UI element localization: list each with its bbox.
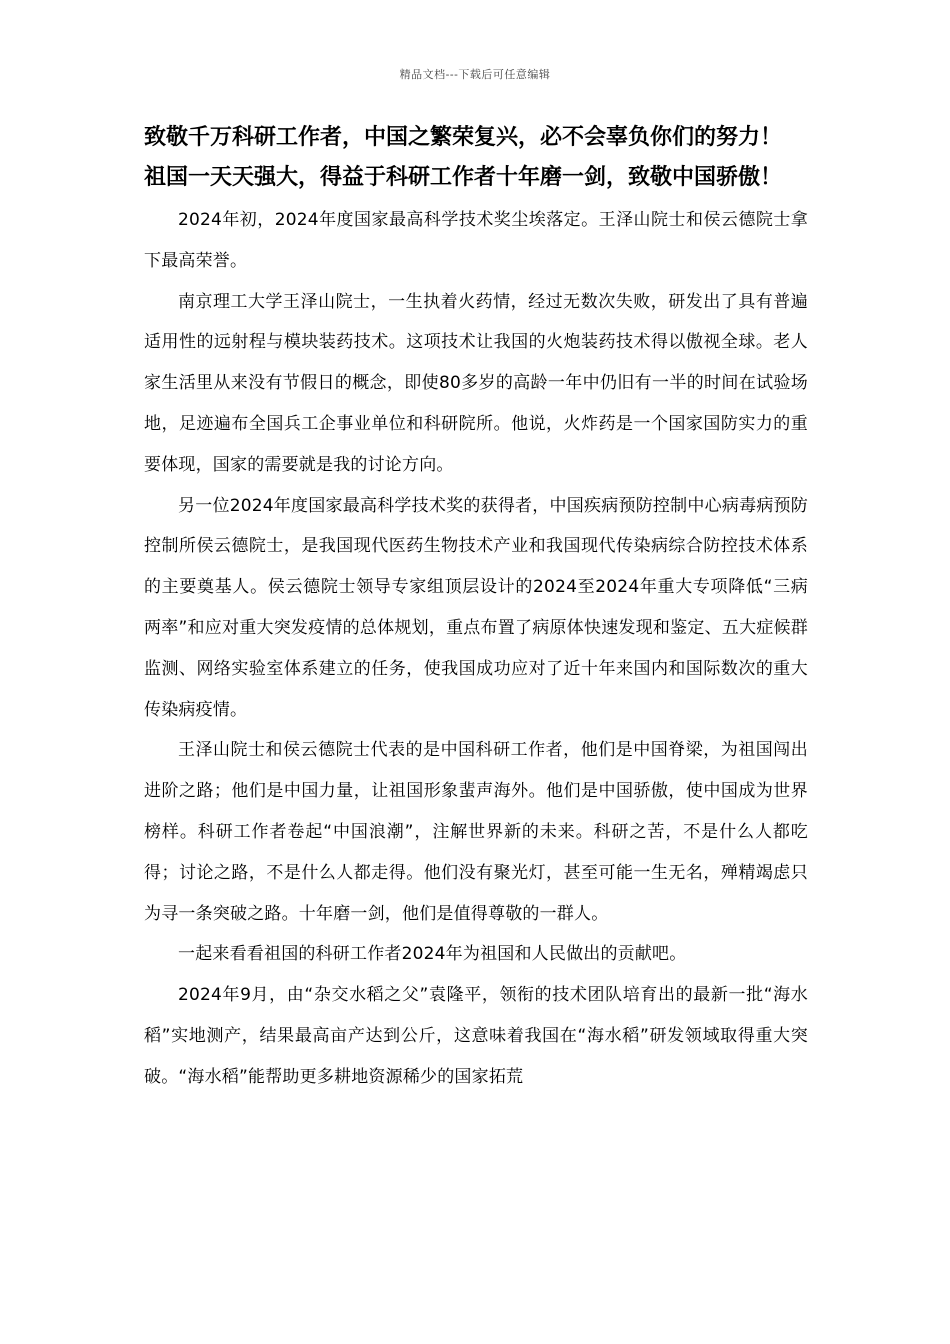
document-title-1: 致敬千万科研工作者，中国之繁荣复兴，必不会辜负你们的努力！ — [144, 125, 783, 150]
paragraph-2: 南京理工大学王泽山院士，一生执着火药情，经过无数次失败，研发出了具有普遍适用性的远射程与模块装药技术。这项技术让我国的火炮装药技术得以傲视全球。老人家生活里从来没有节假日的概念，即使80多岁的高龄一年中仍旧有一半的时间在试验场地，足迹遍布全国兵工企事业单位和科研院所。他说，火炸药是一个国家国防实力的重要体现，国家的需要就是我的讨论方向。 — [144, 291, 808, 475]
document-body — [144, 118, 808, 1098]
paragraph-6: 2024年9月，由“杂交水稻之父”袁隆平，领衔的技术团队培育出的最新一批“海水稻”实地测产，结果最高亩产达到公斤，这意味着我国在“海水稻”研发领域取得重大突破。“海水稻”能帮助更多耕地资源稀少的国家拓荒 — [144, 985, 808, 1087]
document-title-2: 祖国一天天强大，得益于科研工作者十年磨一剑，致敬中国骄傲！ — [144, 165, 783, 190]
paragraph-4: 王泽山院士和侯云德院士代表的是中国科研工作者，他们是中国脊梁，为祖国闯出进阶之路；他们是中国力量，让祖国形象蜚声海外。他们是中国骄傲，使中国成为世界榜样。科研工作者卷起“中国浪潮”，注解世界新的未来。科研之苦，不是什么人都吃得；讨论之路，不是什么人都走得。他们没有聚光灯，甚至可能一生无名，殚精竭虑只为寻一条突破之路。十年磨一剑，他们是值得尊敬的一群人。 — [144, 740, 808, 924]
paragraph-3: 另一位2024年度国家最高科学技术奖的获得者，中国疾病预防控制中心病毒病预防控制所侯云德院士，是我国现代医药生物技术产业和我国现代传染病综合防控技术体系的主要奠基人。侯云德院士领导专家组顶层设计的2024至2024年重大专项降低“三病两率”和应对重大突发疫情的总体规划，重点布置了病原体快速发现和鉴定、五大症候群监测、网络实验室体系建立的任务，使我国成功应对了近十年来国内和国际数次的重大传染病疫情。 — [144, 495, 808, 720]
header-note: 精品文档---下载后可任意编辑 — [399, 68, 551, 81]
paragraph-5: 一起来看看祖国的科研工作者2024年为祖国和人民做出的贡献吧。 — [178, 944, 687, 965]
paragraph-1: 2024年初，2024年度国家最高科学技术奖尘埃落定。王泽山院士和侯云德院士拿下最高荣誉。 — [144, 210, 808, 271]
